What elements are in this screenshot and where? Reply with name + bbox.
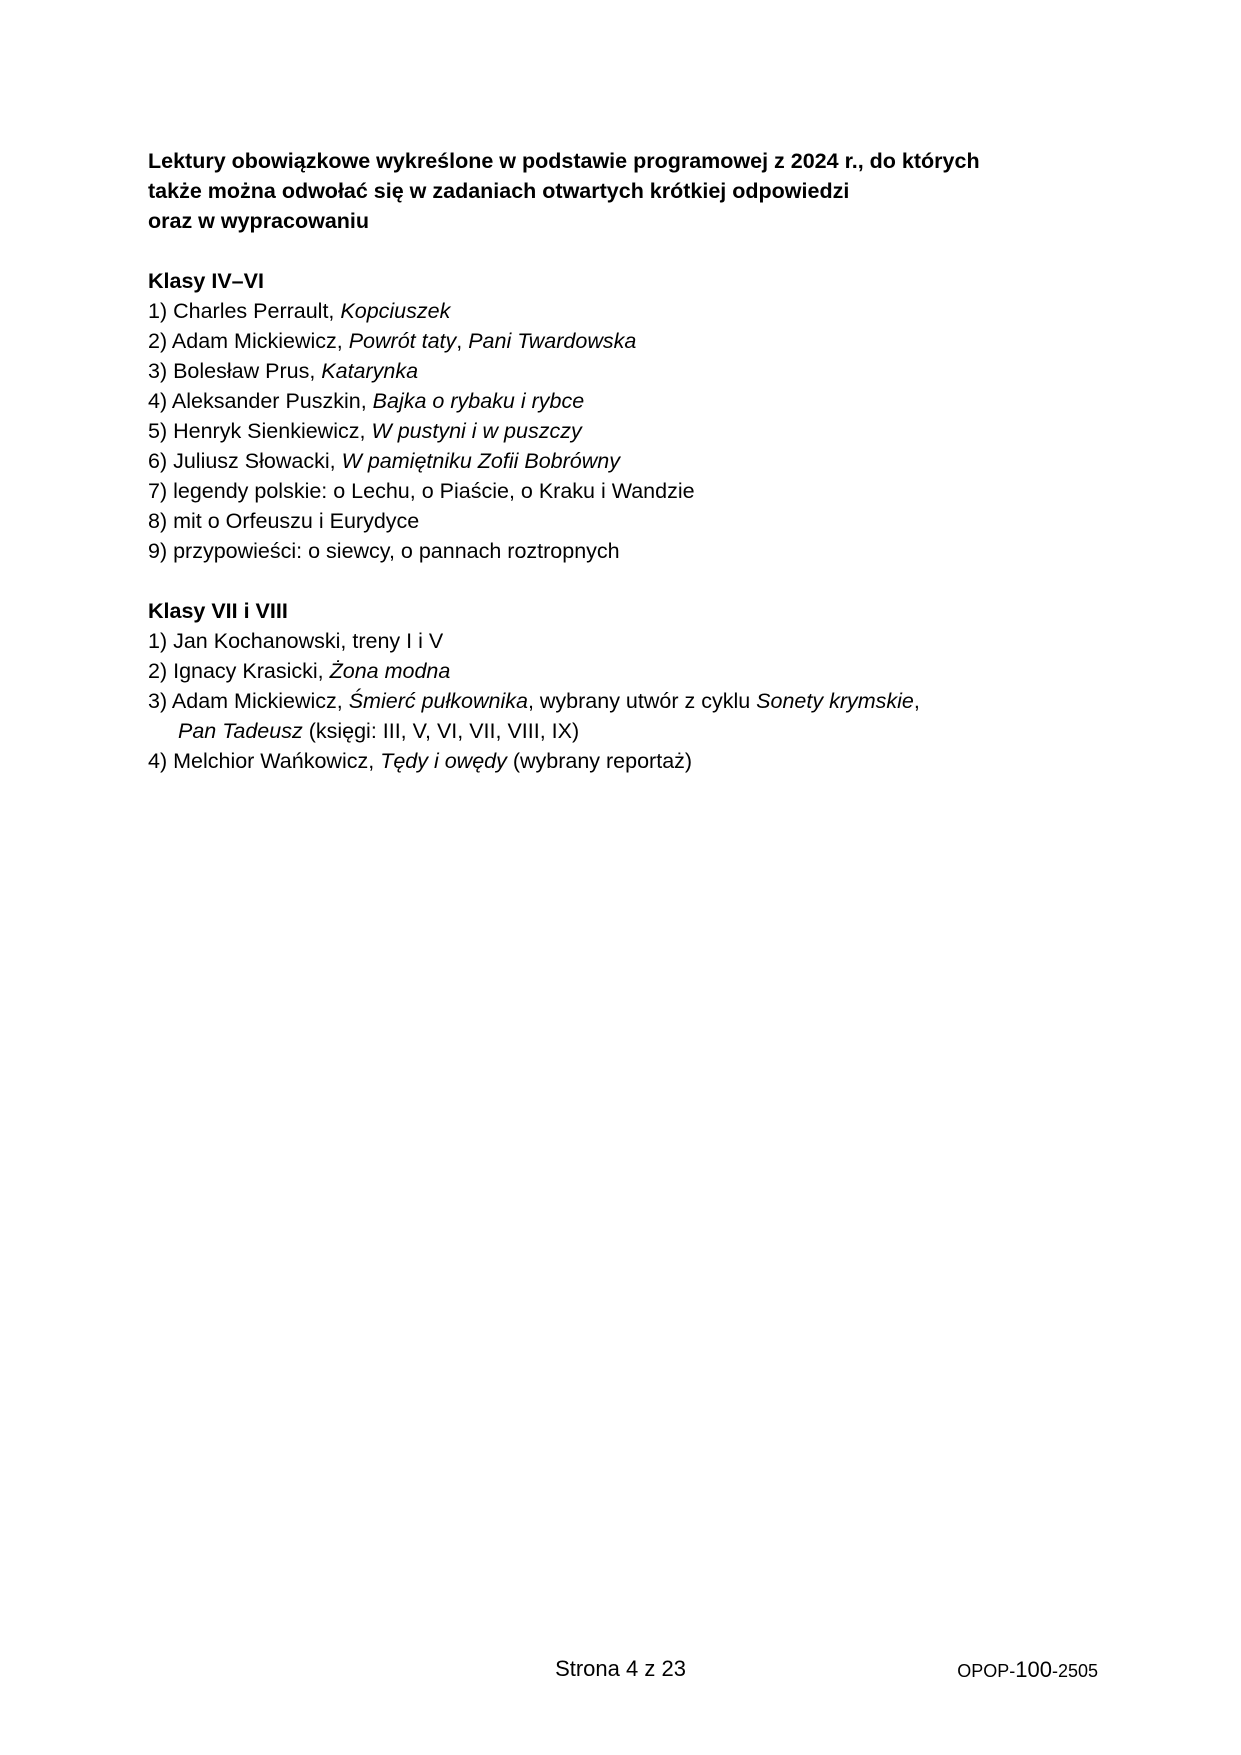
page-number: Strona 4 z 23 xyxy=(555,1656,686,1681)
list-item: 3) Adam Mickiewicz, Śmierć pułkownika, wybrany utwór z cyklu Sonety krymskie, Pan Tadeusz (księgi: III, V, VI, VII, VIII, IX) xyxy=(148,686,1108,746)
document-body xyxy=(148,146,1108,776)
list-item: 5) Henryk Sienkiewicz, W pustyni i w puszczy xyxy=(148,419,582,443)
list-item: 2) Adam Mickiewicz, Powrót taty, Pani Twardowska xyxy=(148,329,637,353)
list-item: 1) Jan Kochanowski, treny I i V xyxy=(148,629,444,653)
heading-line-2: także można odwołać się w zadaniach otwartych krótkiej odpowiedzi xyxy=(148,179,850,203)
section-grades-4-6 xyxy=(148,266,1108,566)
document-heading xyxy=(148,146,1108,236)
list-item: 9) przypowieści: o siewcy, o pannach roztropnych xyxy=(148,539,620,563)
list-item: 1) Charles Perrault, Kopciuszek xyxy=(148,299,451,323)
section-grades-7-8 xyxy=(148,596,1108,776)
list-item: 3) Bolesław Prus, Katarynka xyxy=(148,359,419,383)
list-item: 8) mit o Orfeuszu i Eurydyce xyxy=(148,509,420,533)
list-item: 7) legendy polskie: o Lechu, o Piaście, o Kraku i Wandzie xyxy=(148,479,695,503)
heading-line-1: Lektury obowiązkowe wykreślone w podstawie programowej z 2024 r., do których xyxy=(148,149,980,173)
list-item: 4) Aleksander Puszkin, Bajka o rybaku i rybce xyxy=(148,389,585,413)
section-title: Klasy IV–VI xyxy=(148,269,264,293)
heading-line-3: oraz w wypracowaniu xyxy=(148,209,370,233)
document-code: OPOP-100-2505 xyxy=(957,1657,1098,1682)
list-item: 4) Melchior Wańkowicz, Tędy i owędy (wybrany reportaż) xyxy=(148,749,693,773)
section-title: Klasy VII i VIII xyxy=(148,599,288,623)
list-item-continuation: Pan Tadeusz (księgi: III, V, VI, VII, VIII, IX) xyxy=(178,719,580,743)
list-item: 2) Ignacy Krasicki, Żona modna xyxy=(148,659,451,683)
list-item: 6) Juliusz Słowacki, W pamiętniku Zofii Bobrówny xyxy=(148,449,620,473)
